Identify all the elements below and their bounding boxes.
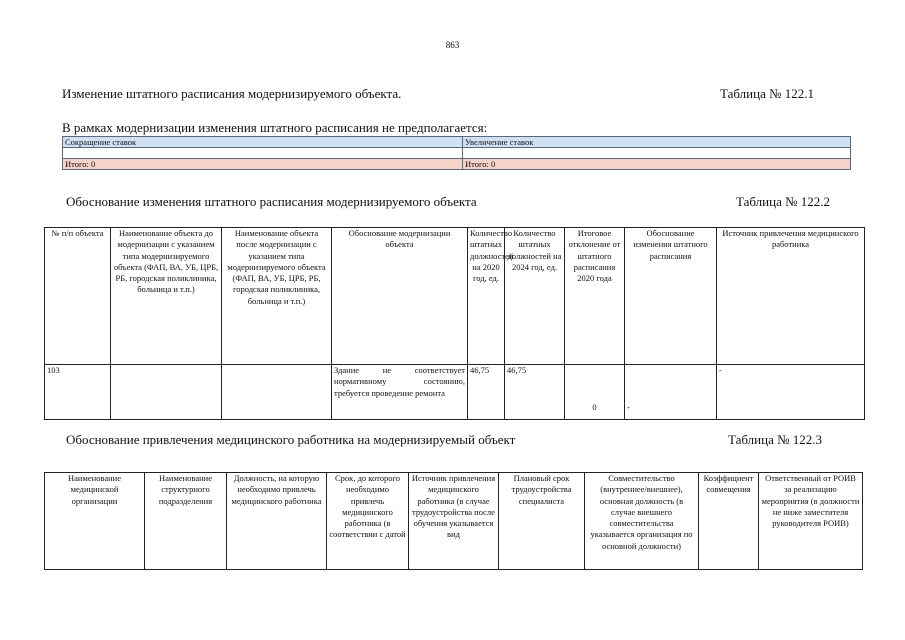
col-header-staff-2020: Количество штатных должностей на 2020 год, ед. [468,228,505,365]
col-header-part-time: Совместительство (внутреннее/внешнее), основная должность (в случае внешнего совместительства указывается организация по основной должности) [585,473,699,570]
table-number-122-2: Таблица № 122.2 [736,194,831,209]
staffing-summary-table [62,136,851,170]
cell-after [222,365,332,420]
col-header-number: № п/п объекта [45,228,111,365]
header-row [45,473,863,570]
cell-source: - [717,365,865,420]
cell-number: 103 [45,365,111,420]
col-header-coefficient: Коэффициент совмещения [699,473,759,570]
col-header-justification: Обоснование модернизации объекта [332,228,468,365]
col-header-department: Наименование структурного подразделения [145,473,227,570]
col-header-change-reason: Обоснование изменения штатного расписания [625,228,717,365]
staffing-justification-table [44,227,865,420]
col-header-deviation: Итоговое отклонение от штатного расписания 2020 года [565,228,625,365]
col-header-staff-2024: Количество штатных должностей на 2024 год, ед. [505,228,565,365]
reduction-empty-cell [63,148,463,159]
cell-justification: Здание не соответствует нормативному состоянию, требуется проведение ремонта [332,365,468,420]
cell-staff-2024: 46,75 [505,365,565,420]
section-title-staffing-change: Изменение штатного расписания модернизируемого объекта. [62,86,402,101]
reduction-total: Итого: 0 [63,159,463,170]
col-header-planned-date: Плановый срок трудоустройства специалиста [499,473,585,570]
increase-total: Итого: 0 [463,159,851,170]
cell-deviation: 0 [565,365,625,420]
header-row [45,228,865,365]
section-title-staffing-justification: Обоснование изменения штатного расписания модернизируемого объекта [66,194,477,209]
col-header-responsible: Ответственный от РОИВ за реализацию мероприятия (в должности не ниже заместителя руководителя РОИВ) [759,473,863,570]
table-number-122-3: Таблица № 122.3 [728,432,823,447]
col-header-after: Наименование объекта после модернизации с указанием типа модернизируемого объекта (ФАП, ВА, УБ, ЦРБ, РБ, городская поликлиника, больница и т.п.) [222,228,332,365]
table-number-122-1: Таблица № 122.1 [720,86,815,101]
col-header-position: Должность, на которую необходимо привлечь медицинского работника [227,473,327,570]
reduction-header: Сокращение ставок [63,137,463,148]
col-header-source: Источник привлечения медицинского работника (в случае трудоустройства после обучения указывается вид [409,473,499,570]
col-header-deadline: Срок, до которого необходимо привлечь медицинского работника (в соответствии с датой [327,473,409,570]
section-title-worker-attraction: Обоснование привлечения медицинского работника на модернизируемый объект [66,432,516,447]
cell-before [111,365,222,420]
no-change-note: В рамках модернизации изменения штатного расписания не предполагается: [62,120,488,135]
increase-header: Увеличение ставок [463,137,851,148]
increase-empty-cell [463,148,851,159]
page-number: 863 [445,40,460,50]
col-header-source: Источник привлечения медицинского работника [717,228,865,365]
cell-staff-2020: 46,75 [468,365,505,420]
col-header-before: Наименование объекта до модернизации с указанием типа модернизируемого объекта (ФАП, ВА, УБ, ЦРБ, РБ, городская поликлиника, больница и т.п.) [111,228,222,365]
col-header-organization: Наименование медицинской организации [45,473,145,570]
cell-change-reason: - [625,365,717,420]
worker-attraction-table [44,472,863,570]
table-row [45,365,865,420]
